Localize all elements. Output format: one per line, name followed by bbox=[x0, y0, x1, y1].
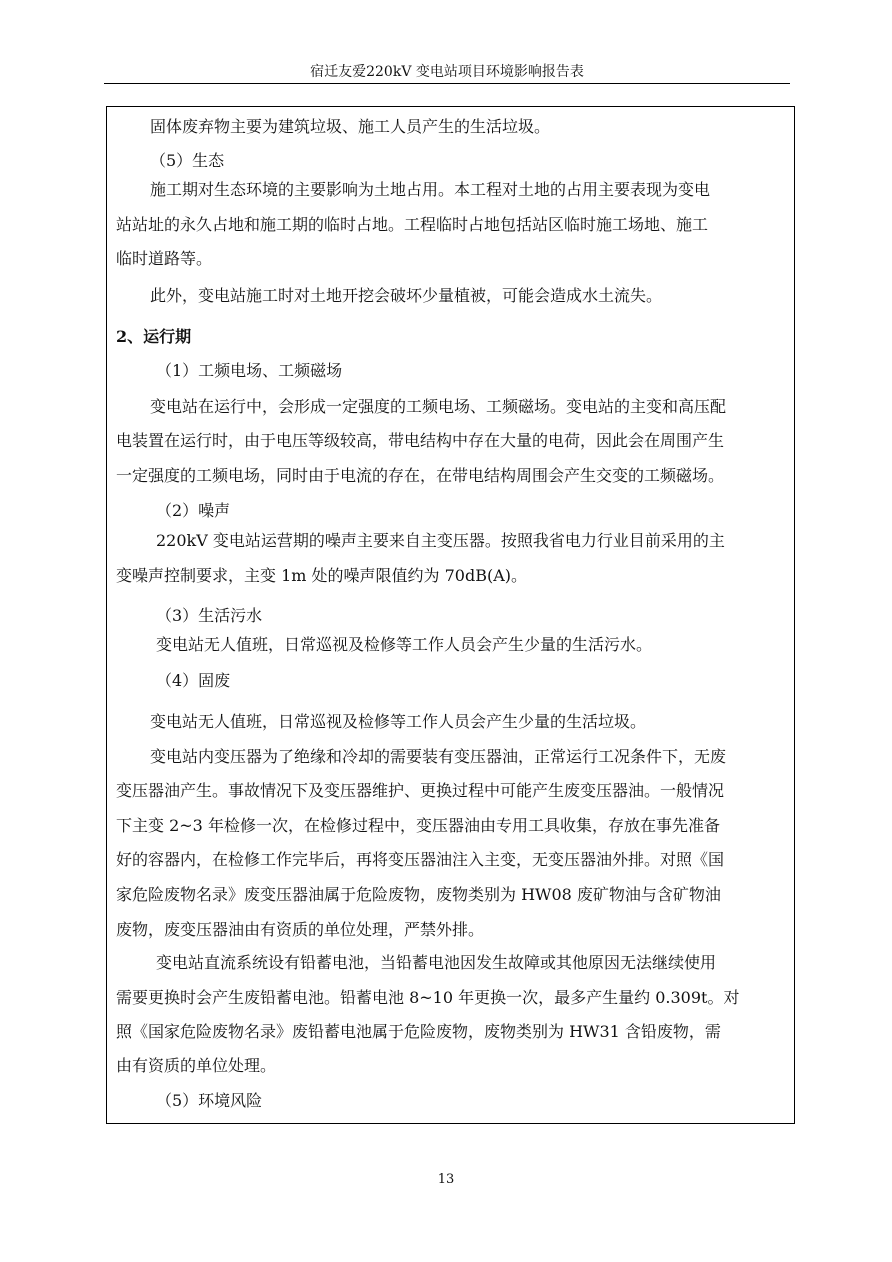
page-header-title: 宿迁友爱220kV 变电站项目环境影响报告表 bbox=[310, 64, 584, 80]
subsection-heading: （3）生活污水 bbox=[156, 606, 263, 625]
section-heading: 2、运行期 bbox=[116, 327, 192, 346]
header-rule bbox=[104, 83, 790, 84]
subsection-heading: （5）生态 bbox=[150, 151, 225, 170]
text-line: 此外，变电站施工时对土地开挖会破坏少量植被，可能会造成水土流失。 bbox=[150, 286, 663, 305]
text-line: 变电站在运行中，会形成一定强度的工频电场、工频磁场。变电站的主变和高压配 bbox=[150, 397, 727, 416]
text-line: 施工期对生态环境的主要影响为土地占用。本工程对土地的占用主要表现为变电 bbox=[150, 180, 711, 199]
text-line: 变电站无人值班，日常巡视及检修等工作人员会产生少量的生活垃圾。 bbox=[150, 712, 647, 731]
subsection-heading: （2）噪声 bbox=[156, 501, 231, 520]
text-line: 家危险废物名录》废变压器油属于危险废物，废物类别为 HW08 废矿物油与含矿物油 bbox=[116, 885, 721, 904]
text-line: 变电站直流系统设有铅蓄电池，当铅蓄电池因发生故障或其他原因无法继续使用 bbox=[156, 953, 717, 972]
text-line: 好的容器内，在检修工作完毕后，再将变压器油注入主变，无变压器油外排。对照《国 bbox=[116, 850, 725, 869]
text-line: 变压器油产生。事故情况下及变压器维护、更换过程中可能产生废变压器油。一般情况 bbox=[116, 781, 725, 800]
text-line: 照《国家危险废物名录》废铅蓄电池属于危险废物，废物类别为 HW31 含铅废物，需 bbox=[116, 1022, 721, 1041]
text-line: 固体废弃物主要为建筑垃圾、施工人员产生的生活垃圾。 bbox=[150, 117, 551, 136]
text-line: 废物，废变压器油由有资质的单位处理，严禁外排。 bbox=[116, 920, 485, 939]
subsection-heading: （5）环境风险 bbox=[156, 1091, 263, 1110]
text-line: 由有资质的单位处理。 bbox=[116, 1056, 277, 1075]
text-line: 变电站内变压器为了绝缘和冷却的需要装有变压器油，正常运行工况条件下，无废 bbox=[150, 747, 727, 766]
text-line: 站站址的永久占地和施工期的临时占地。工程临时占地包括站区临时施工场地、施工 bbox=[116, 215, 709, 234]
text-line: 临时道路等。 bbox=[116, 249, 213, 268]
text-line: 电装置在运行时，由于电压等级较高，带电结构中存在大量的电荷，因此会在周围产生 bbox=[116, 431, 725, 450]
text-line: 一定强度的工频电场，同时由于电流的存在，在带电结构周围会产生交变的工频磁场。 bbox=[116, 466, 725, 485]
text-line: 需要更换时会产生废铅蓄电池。铅蓄电池 8~10 年更换一次，最多产生量约 0.309t。对 bbox=[116, 988, 740, 1007]
subsection-heading: （4）固废 bbox=[156, 671, 231, 690]
text-line: 下主变 2~3 年检修一次，在检修过程中，变压器油由专用工具收集，存放在事先准备 bbox=[116, 816, 720, 835]
subsection-heading: （1）工频电场、工频磁场 bbox=[156, 361, 343, 380]
text-line: 220kV 变电站运营期的噪声主要来自主变压器。按照我省电力行业目前采用的主 bbox=[156, 531, 725, 550]
text-line: 变噪声控制要求，主变 1m 处的噪声限值约为 70dB(A)。 bbox=[116, 566, 528, 585]
page-number: 13 bbox=[437, 1172, 455, 1187]
text-line: 变电站无人值班，日常巡视及检修等工作人员会产生少量的生活污水。 bbox=[156, 635, 653, 654]
